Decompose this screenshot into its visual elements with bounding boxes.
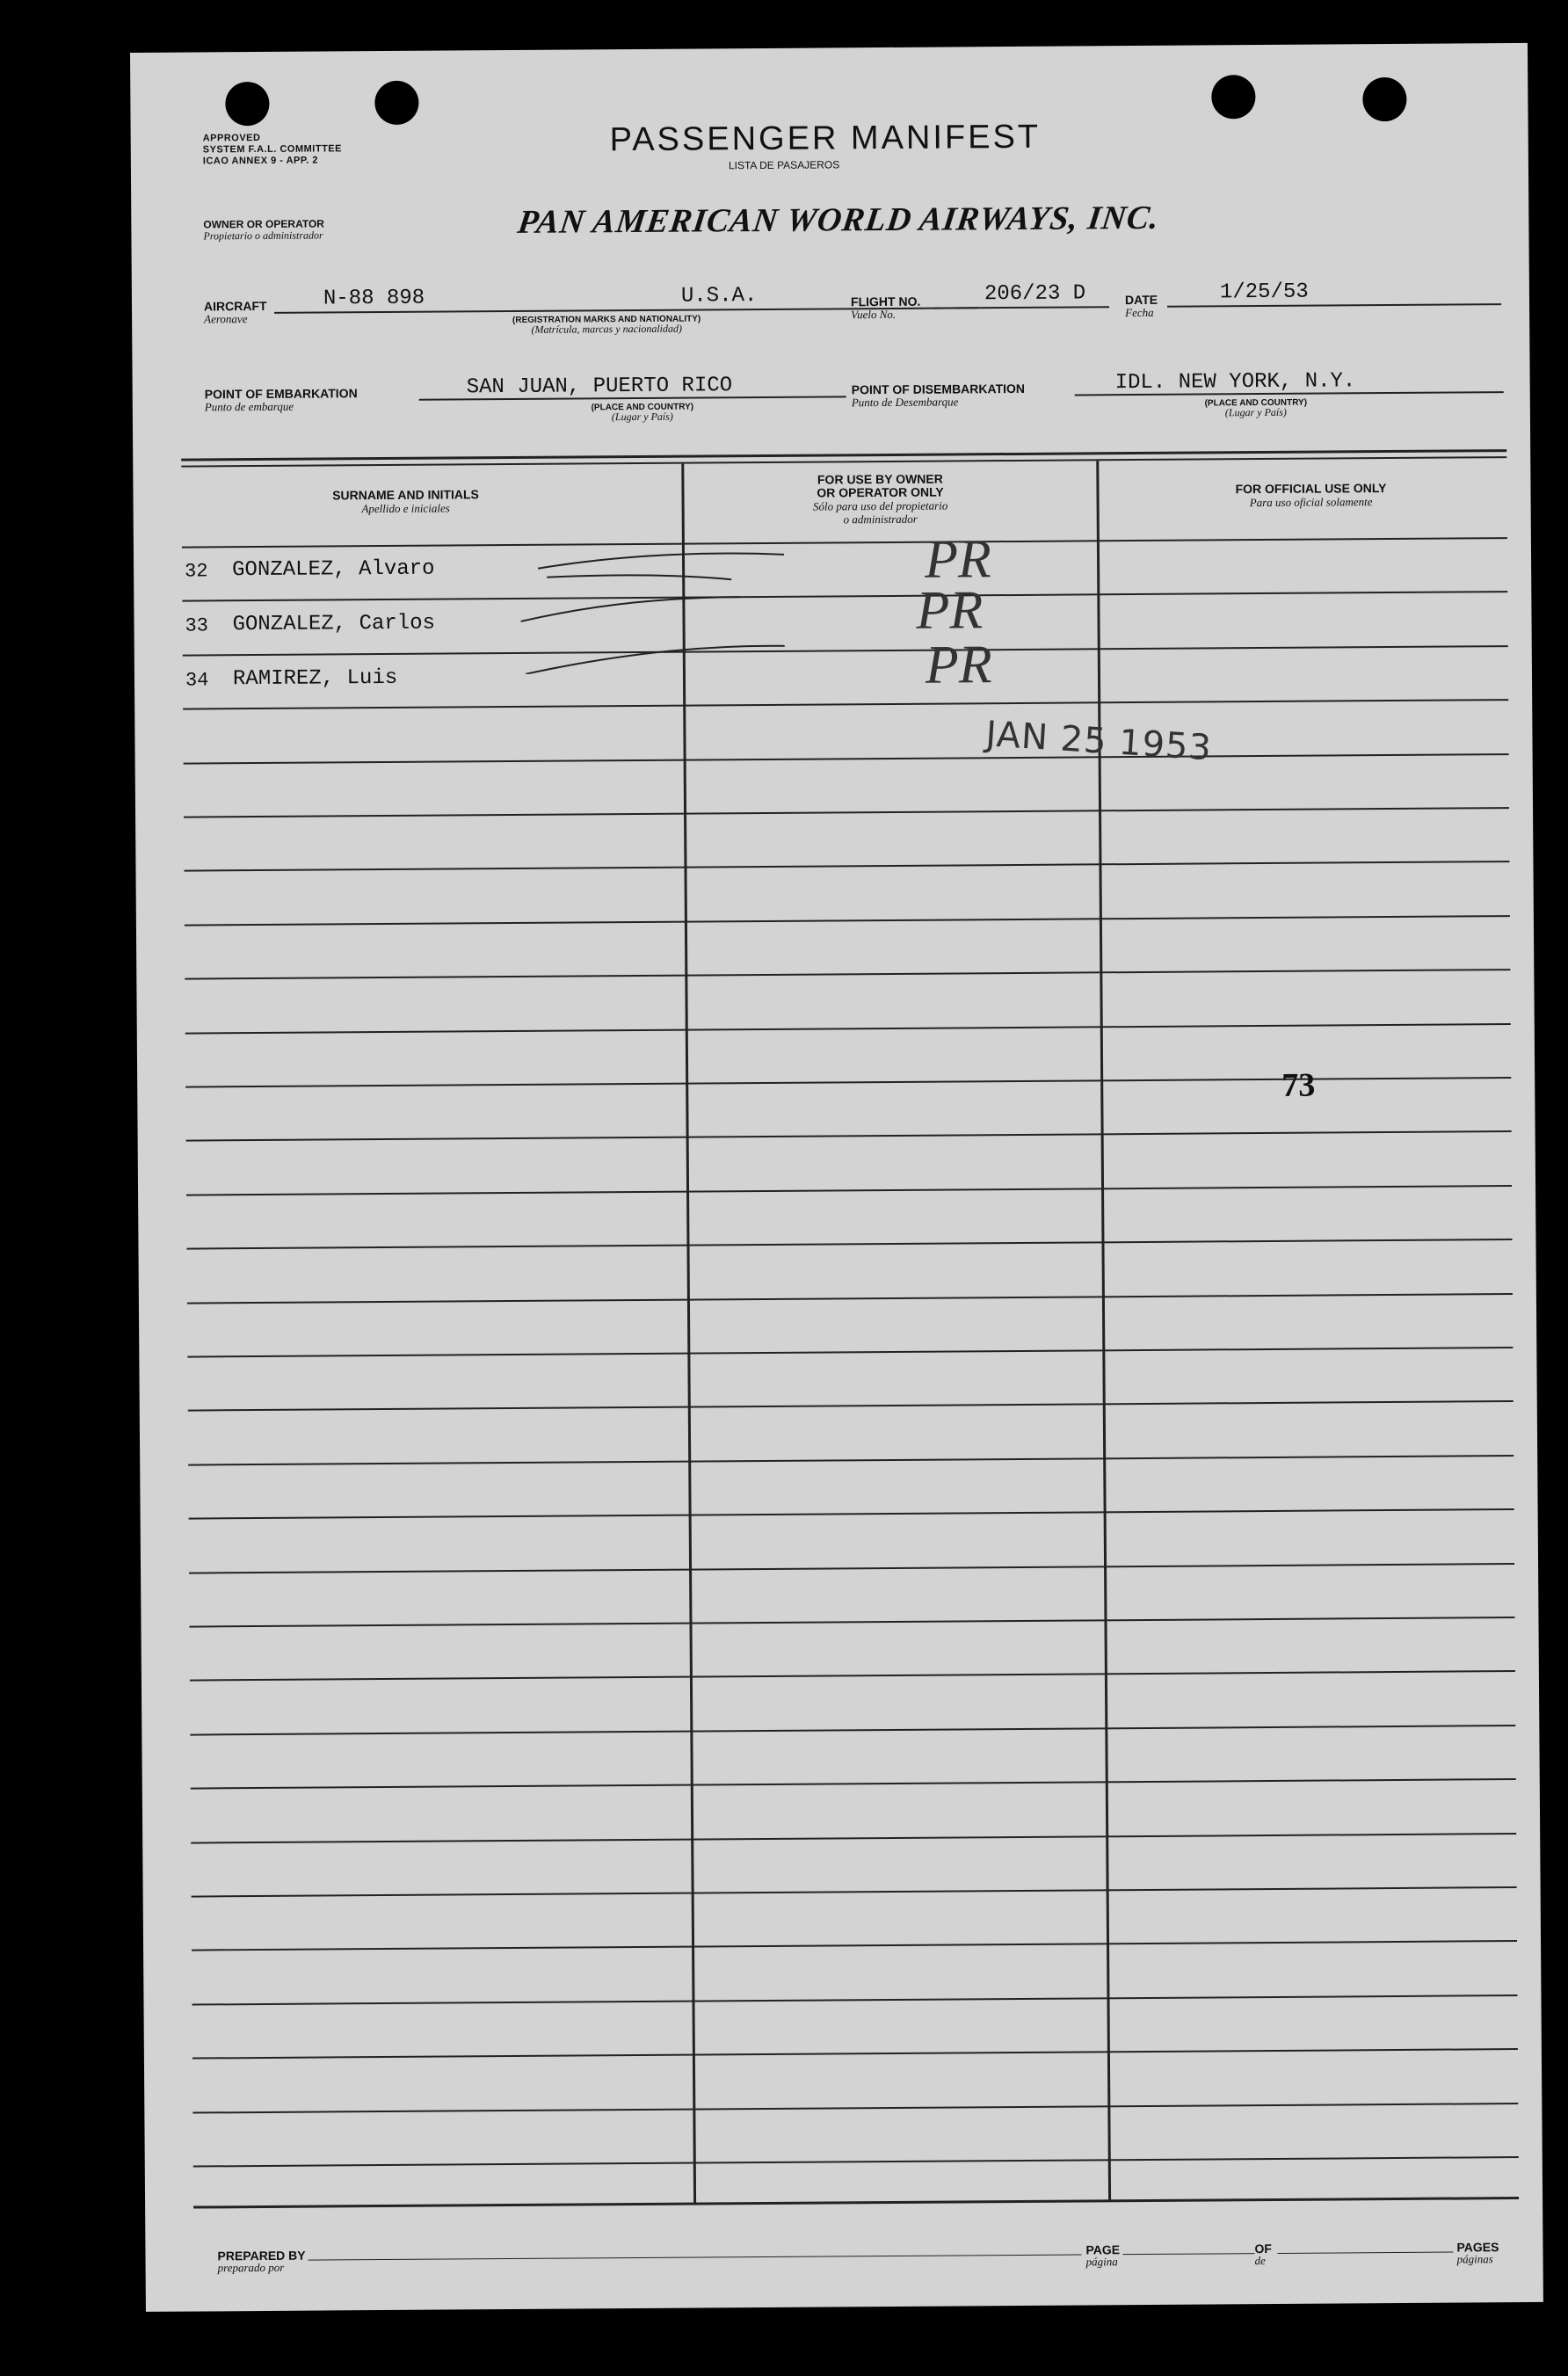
disembarkation-label-en: POINT OF DISEMBARKATION: [851, 381, 1026, 397]
date-label: [1125, 294, 1158, 319]
column-head-owner-use-en: OR OPERATOR ONLY: [817, 484, 944, 500]
embarkation-label-es: Punto de embarque: [204, 399, 294, 414]
manifest-sheet: [130, 43, 1543, 2312]
approval-line: SYSTEM F.A.L. COMMITTEE: [202, 143, 342, 156]
flight-label-en: FLIGHT NO.: [850, 294, 921, 309]
flight-label-es: Vuelo No.: [851, 307, 897, 322]
disembarkation-label-es: Punto de Desembarque: [851, 395, 959, 410]
ruled-line: [188, 1455, 1514, 1466]
registration-caption-es: (Matrícula, marcas y nacionalidad): [531, 322, 683, 336]
ruled-line: [184, 753, 1509, 765]
aircraft-label-es: Aeronave: [204, 312, 248, 326]
page-number: 73: [1281, 1066, 1316, 1104]
handwritten-initials: PR: [924, 529, 992, 590]
place-caption-es: (Lugar y País): [611, 410, 673, 424]
ruled-line: [185, 915, 1510, 926]
prepared-by-label-es: preparado por: [217, 2260, 285, 2275]
pages-label: [1456, 2241, 1499, 2265]
ruled-line: [191, 1778, 1516, 1790]
column-head-surname-en: SURNAME AND INITIALS: [332, 487, 479, 503]
prepared-by-label: [217, 2249, 305, 2275]
owner-label: [203, 218, 324, 242]
ruled-line: [193, 2156, 1519, 2168]
approval-line: ICAO ANNEX 9 - APP. 2: [202, 155, 319, 167]
of-label-es: de: [1254, 2254, 1266, 2268]
flight-value: 206/23 D: [984, 281, 1086, 307]
ruled-line: [184, 861, 1509, 872]
ruled-line: [189, 1617, 1514, 1628]
pen-stroke: [520, 597, 740, 621]
ruled-line: [189, 1508, 1514, 1520]
column-divider: [681, 464, 696, 2205]
aircraft-label: [204, 300, 267, 325]
ruled-line: [187, 1293, 1513, 1304]
approval-line: APPROVED: [202, 132, 261, 144]
owner-label-es: Propietario o administrador: [203, 229, 323, 243]
column-head-official-use-en: FOR OFFICIAL USE ONLY: [1235, 481, 1387, 497]
owner-label-en: OWNER OR OPERATOR: [203, 217, 324, 231]
column-head-surname: [203, 487, 607, 516]
approval-block: [203, 132, 342, 167]
place-caption-en: (PLACE AND COUNTRY): [591, 402, 694, 413]
row-number: 34: [185, 669, 209, 692]
column-head-owner-use-es: o administrador: [843, 512, 918, 527]
of-label-en: OF: [1254, 2241, 1272, 2256]
page-label: [1085, 2243, 1120, 2268]
column-head-official-use-es: Para uso oficial solamente: [1249, 495, 1373, 510]
date-label-en: DATE: [1124, 292, 1158, 308]
date-underline: [1167, 303, 1501, 308]
column-head-owner-use-es: Sólo para uso del propietario: [812, 498, 948, 513]
ruled-line: [183, 699, 1508, 710]
embarkation-value: SAN JUAN, PUERTO RICO: [466, 374, 733, 400]
pen-strokes: [520, 540, 926, 674]
passenger-name: GONZALEZ, Carlos: [232, 611, 436, 637]
ruled-line: [192, 1940, 1517, 1951]
aircraft-value: N-88 898: [323, 286, 425, 311]
place-caption-en: (PLACE AND COUNTRY): [1204, 397, 1308, 409]
page-label-es: página: [1085, 2255, 1118, 2269]
punch-hole: [1211, 75, 1255, 119]
disembarkation-place-caption: [1168, 397, 1344, 418]
ruled-line: [190, 1725, 1515, 1736]
date-label-es: Fecha: [1125, 305, 1154, 320]
pen-stroke: [547, 575, 731, 581]
handwritten-initials: PR: [916, 580, 984, 641]
pen-stroke: [538, 553, 784, 569]
ruled-line: [191, 1833, 1516, 1844]
column-head-owner-use-en: FOR USE BY OWNER: [817, 471, 943, 487]
of-label: [1254, 2242, 1272, 2267]
pen-stroke: [526, 646, 785, 674]
prepared-by-label-en: PREPARED BY: [217, 2248, 306, 2263]
flight-underline: [933, 306, 1109, 309]
punch-hole: [374, 81, 418, 125]
disembarkation-value: IDL. NEW YORK, N.Y.: [1114, 369, 1356, 396]
page-underline: [1123, 2253, 1255, 2255]
punch-hole: [225, 82, 269, 126]
column-head-owner-use: [678, 471, 1082, 527]
embarkation-label-en: POINT OF EMBARKATION: [204, 386, 358, 402]
ruled-line: [187, 1347, 1513, 1358]
disembarkation-label: [852, 382, 1025, 409]
ruled-line: [189, 1563, 1514, 1574]
page-title: PASSENGER MANIFEST: [609, 118, 1042, 159]
ruled-line: [186, 1130, 1512, 1142]
registration-caption: [431, 314, 782, 337]
registration-caption-en: (REGISTRATION MARKS AND NATIONALITY): [512, 314, 701, 325]
ruled-line: [186, 1239, 1512, 1250]
pages-label-en: PAGES: [1456, 2240, 1499, 2255]
ruled-line: [188, 1400, 1514, 1412]
place-caption-es: (Lugar y País): [1224, 405, 1287, 419]
row-number: 33: [185, 614, 209, 637]
pages-label-es: páginas: [1456, 2252, 1493, 2266]
handwritten-initials: PR: [925, 635, 992, 695]
ruled-line: [186, 1185, 1512, 1196]
passenger-name: GONZALEZ, Alvaro: [232, 556, 435, 583]
ruled-line: [185, 969, 1510, 980]
column-head-official-use: [1117, 481, 1504, 510]
date-stamp: JAN 25 1953: [984, 714, 1214, 769]
column-head-surname-es: Apellido e iniciales: [361, 501, 450, 516]
flight-label: [851, 295, 921, 322]
footer-separator: [193, 2197, 1519, 2209]
ruled-line: [184, 807, 1509, 818]
of-underline: [1278, 2252, 1454, 2254]
embarkation-label: [205, 387, 358, 413]
passenger-name: RAMIREZ, Luis: [232, 665, 398, 692]
row-number: 32: [185, 560, 208, 583]
ruled-line: [192, 2103, 1518, 2114]
punch-hole: [1362, 77, 1406, 121]
date-value: 1/25/53: [1219, 280, 1309, 305]
ruled-line: [185, 1023, 1511, 1035]
company-name: PAN AMERICAN WORLD AIRWAYS, INC.: [515, 199, 1162, 241]
ruled-line: [192, 1886, 1517, 1898]
page-subtitle: LISTA DE PASAJEROS: [728, 158, 840, 172]
aircraft-label-en: AIRCRAFT: [203, 298, 267, 314]
ruled-line: [190, 1670, 1515, 1682]
ruled-line: [192, 2048, 1518, 2060]
ruled-line: [192, 1995, 1517, 2006]
embarkation-place-caption: [555, 402, 730, 423]
prepared-by-underline: [309, 2255, 1082, 2261]
ruled-lines: [130, 43, 1528, 53]
page-label-en: PAGE: [1085, 2242, 1121, 2257]
nationality-value: U.S.A.: [680, 284, 758, 309]
